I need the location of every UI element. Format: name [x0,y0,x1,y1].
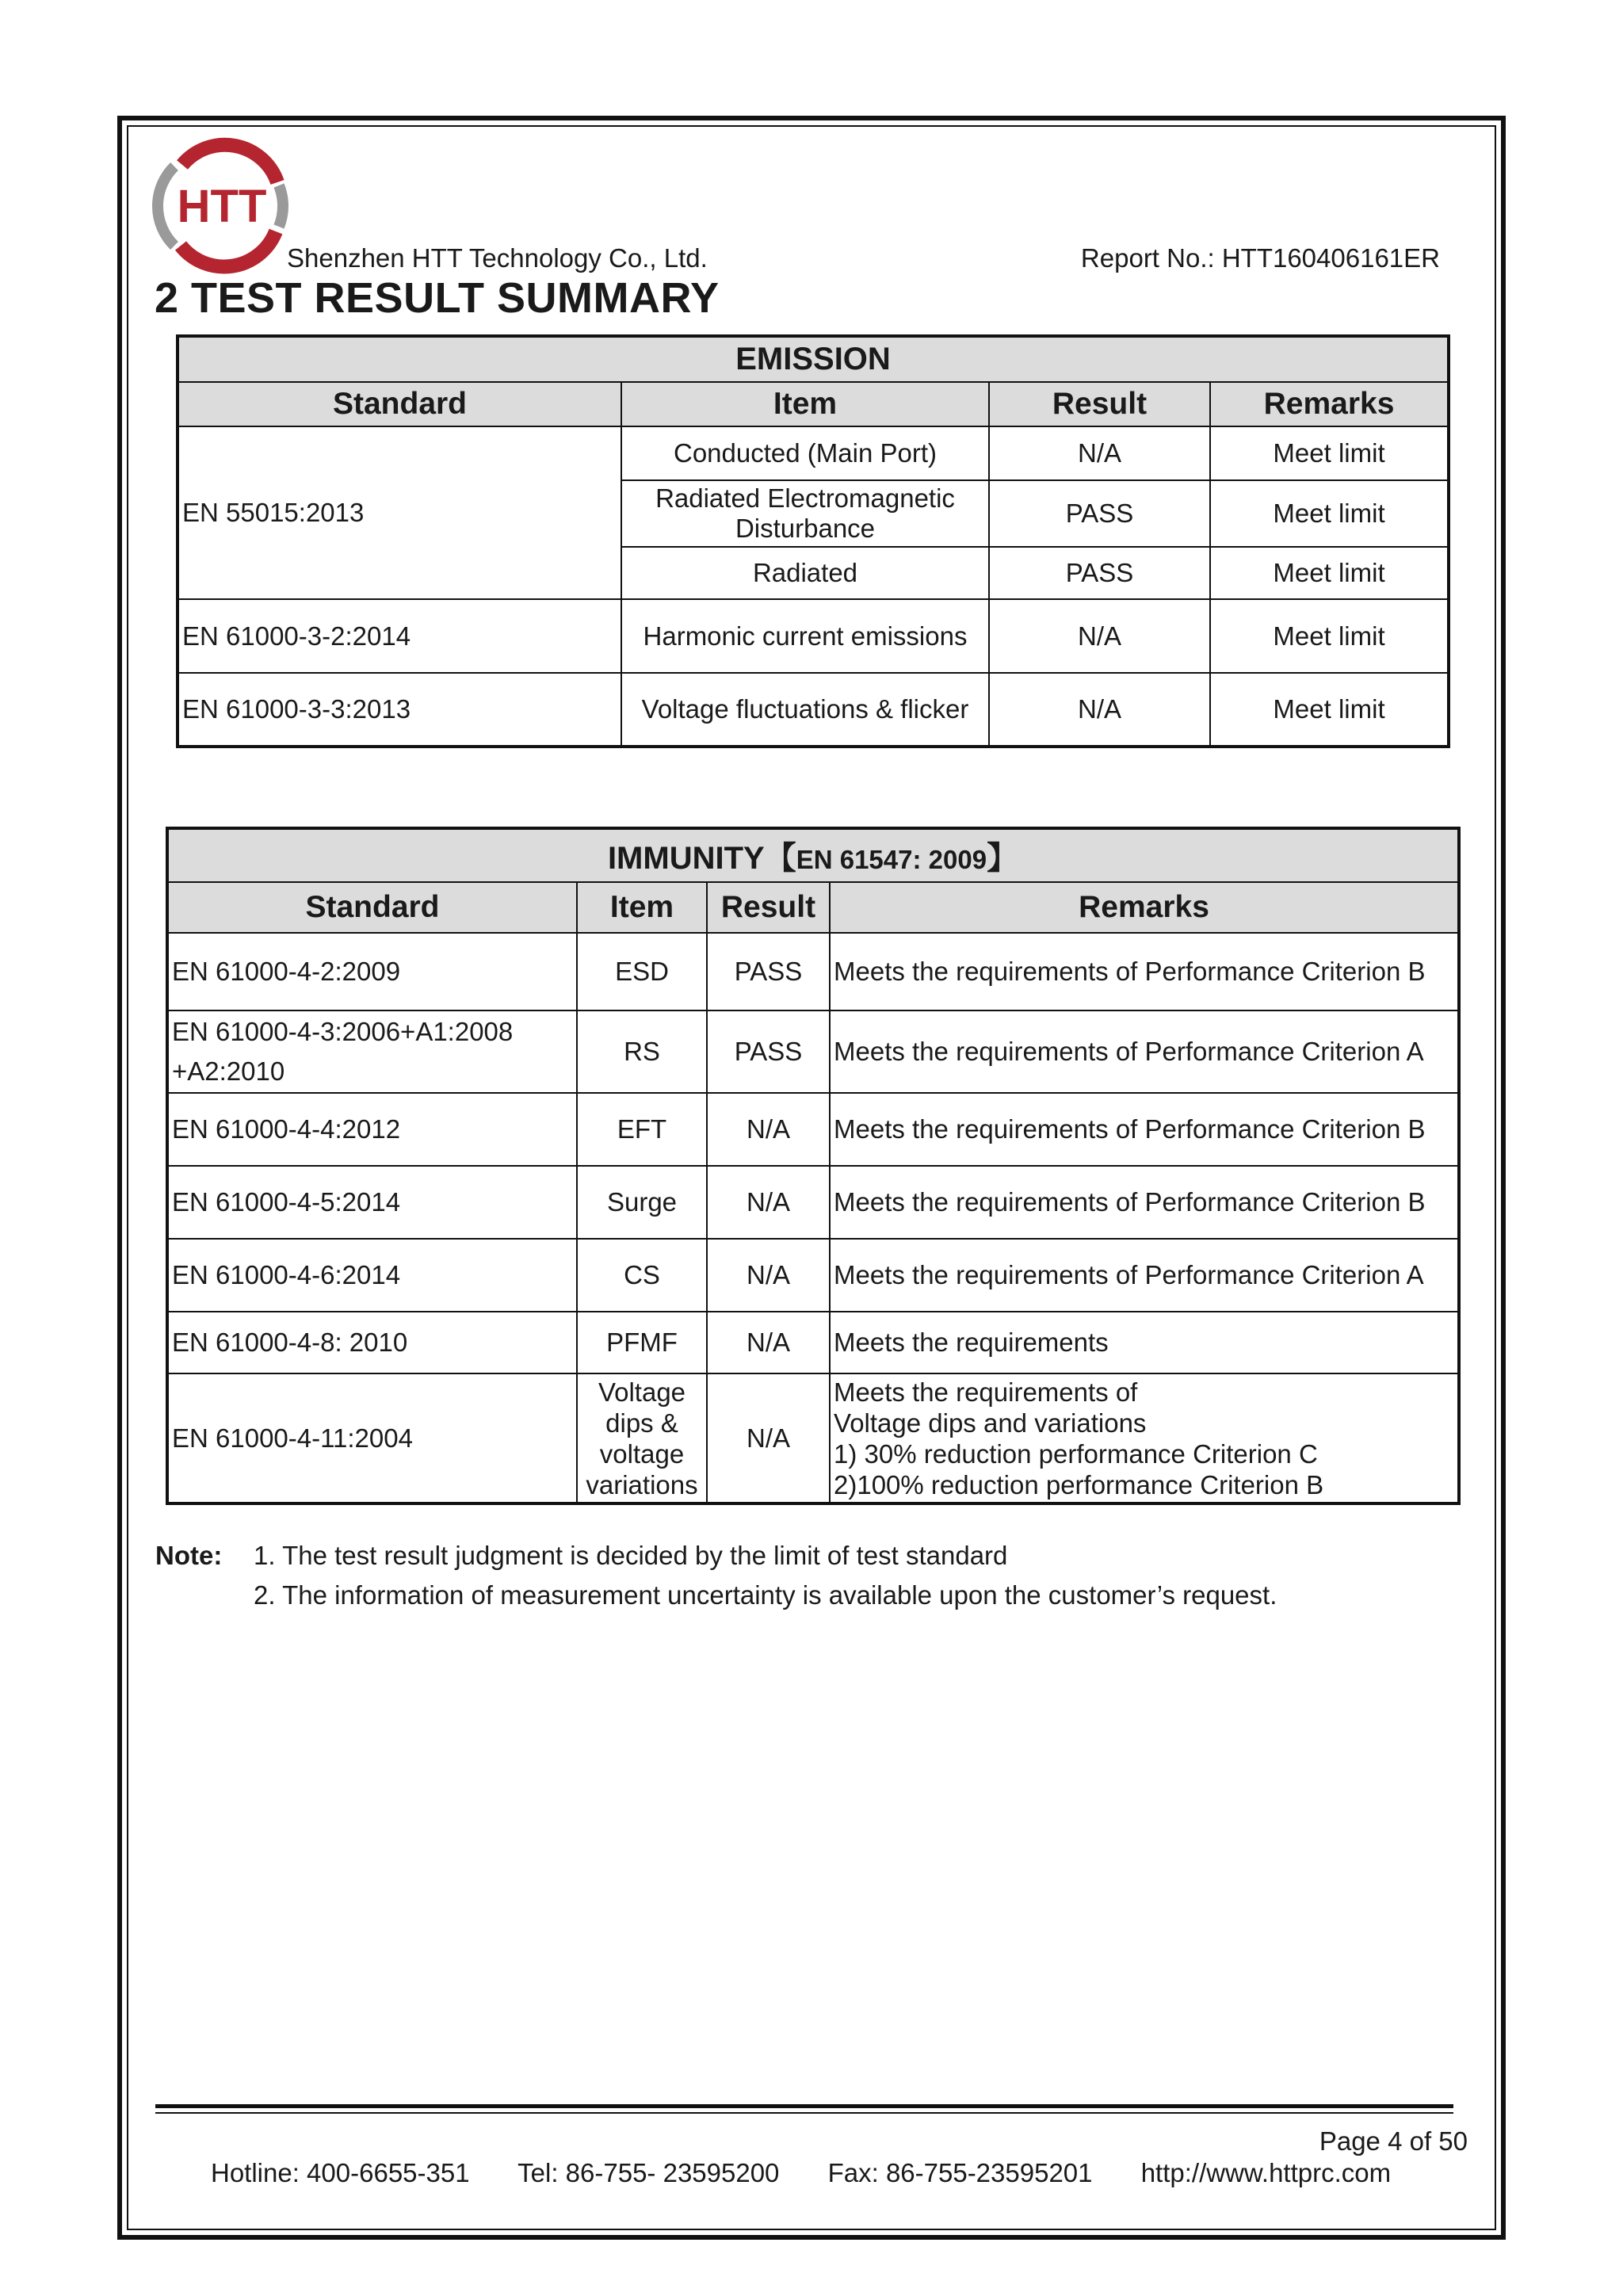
result-cell: N/A [989,426,1210,480]
table-row [167,1312,1459,1373]
emission-col-remarks: Remarks [1210,382,1449,426]
result-cell: N/A [707,1166,830,1239]
section-title: 2 TEST RESULT SUMMARY [155,274,720,322]
result-cell: N/A [989,599,1210,673]
table-row [167,933,1459,1010]
item-cell: PFMF [577,1312,707,1373]
result-cell: N/A [989,673,1210,747]
footer-tel: Tel: 86-755- 23595200 [517,2158,780,2187]
table-row [167,1373,1459,1503]
footer-rule [155,2104,1453,2108]
footer-hotline: Hotline: 400-6655-351 [211,2158,470,2187]
result-cell: N/A [707,1093,830,1166]
emission-table [176,334,1450,748]
footer-url[interactable]: http://www.httprc.com [1140,2158,1392,2187]
remarks-line: 1) 30% reduction performance Criterion C [834,1438,1318,1469]
immunity-col-result: Result [707,882,830,933]
note-item: 2. The information of measurement uncertainty is available upon the customer’s request. [254,1580,1277,1610]
result-cell: PASS [707,933,830,1010]
emission-col-item: Item [621,382,989,426]
logo-text: HTT [177,181,267,232]
remarks-cell [830,1373,1459,1503]
table-row [178,673,1449,747]
result-cell: N/A [707,1312,830,1373]
table-row [167,1093,1459,1166]
remarks-line: Meets the requirements of [834,1377,1138,1407]
htt-logo [151,135,293,277]
standard-cell: EN 61000-3-3:2013 [178,673,621,747]
item-cell: CS [577,1239,707,1312]
item-cell: Conducted (Main Port) [621,426,989,480]
table-row [167,1239,1459,1312]
result-cell: N/A [707,1239,830,1312]
emission-col-result: Result [989,382,1210,426]
immunity-title [167,828,1459,882]
result-cell: N/A [707,1373,830,1503]
item-cell: Radiated Electromagnetic Disturbance [621,480,989,547]
immunity-table [166,827,1461,1505]
remarks-cell: Meets the requirements of Performance Criterion A [830,1010,1459,1093]
result-cell: PASS [989,547,1210,599]
table-row [178,426,1449,480]
standard-cell: EN 61000-4-11:2004 [167,1373,577,1503]
remarks-line: Voltage dips and variations [834,1408,1147,1438]
item-cell: EFT [577,1093,707,1166]
page-number: Page 4 of 50 [1319,2126,1468,2156]
item-cell: ESD [577,933,707,1010]
item-cell: Voltage fluctuations & flicker [621,673,989,747]
footer-contact [211,2158,1391,2188]
remarks-cell: Meets the requirements [830,1312,1459,1373]
remarks-cell: Meets the requirements of Performance Criterion A [830,1239,1459,1312]
standard-cell: EN 61000-4-5:2014 [167,1166,577,1239]
footer-fax: Fax: 86-755-23595201 [827,2158,1093,2187]
immunity-col-remarks: Remarks [830,882,1459,933]
remarks-cell: Meet limit [1210,480,1449,547]
standard-cell: EN 61000-4-3:2006+A1:2008 +A2:2010 [167,1010,577,1093]
note-label: Note: [155,1541,223,1570]
remarks-cell: Meet limit [1210,547,1449,599]
item-cell: Voltage dips & voltage variations [577,1373,707,1503]
emission-title: EMISSION [178,336,1449,382]
standard-cell: EN 55015:2013 [178,426,621,599]
remarks-cell: Meets the requirements of Performance Criterion B [830,1166,1459,1239]
company-name: Shenzhen HTT Technology Co., Ltd. [287,243,708,273]
standard-cell: EN 61000-4-2:2009 [167,933,577,1010]
immunity-title-label: IMMUNITY【 [607,841,796,876]
remarks-cell: Meet limit [1210,673,1449,747]
standard-cell: EN 61000-4-4:2012 [167,1093,577,1166]
standard-cell: EN 61000-3-2:2014 [178,599,621,673]
item-cell: Harmonic current emissions [621,599,989,673]
remarks-cell: Meet limit [1210,599,1449,673]
immunity-title-standard: EN 61547: 2009 [796,845,987,874]
result-cell: PASS [707,1010,830,1093]
standard-cell: EN 61000-4-6:2014 [167,1239,577,1312]
table-row [178,599,1449,673]
item-cell: Surge [577,1166,707,1239]
emission-col-standard: Standard [178,382,621,426]
result-cell: PASS [989,480,1210,547]
note-item: 1. The test result judgment is decided by the limit of test standard [254,1541,1008,1570]
report-number: Report No.: HTT160406161ER [1080,243,1440,273]
footer-rule-thin [155,2112,1453,2114]
remarks-cell: Meet limit [1210,426,1449,480]
standard-cell: EN 61000-4-8: 2010 [167,1312,577,1373]
item-cell: RS [577,1010,707,1093]
immunity-col-item: Item [577,882,707,933]
immunity-title-close: 】 [987,841,1019,876]
immunity-col-standard: Standard [167,882,577,933]
remarks-cell: Meets the requirements of Performance Criterion B [830,1093,1459,1166]
remarks-cell: Meets the requirements of Performance Criterion B [830,933,1459,1010]
table-row [167,1010,1459,1093]
table-row [167,1166,1459,1239]
remarks-line: 2)100% reduction performance Criterion B [834,1469,1324,1499]
item-cell: Radiated [621,547,989,599]
